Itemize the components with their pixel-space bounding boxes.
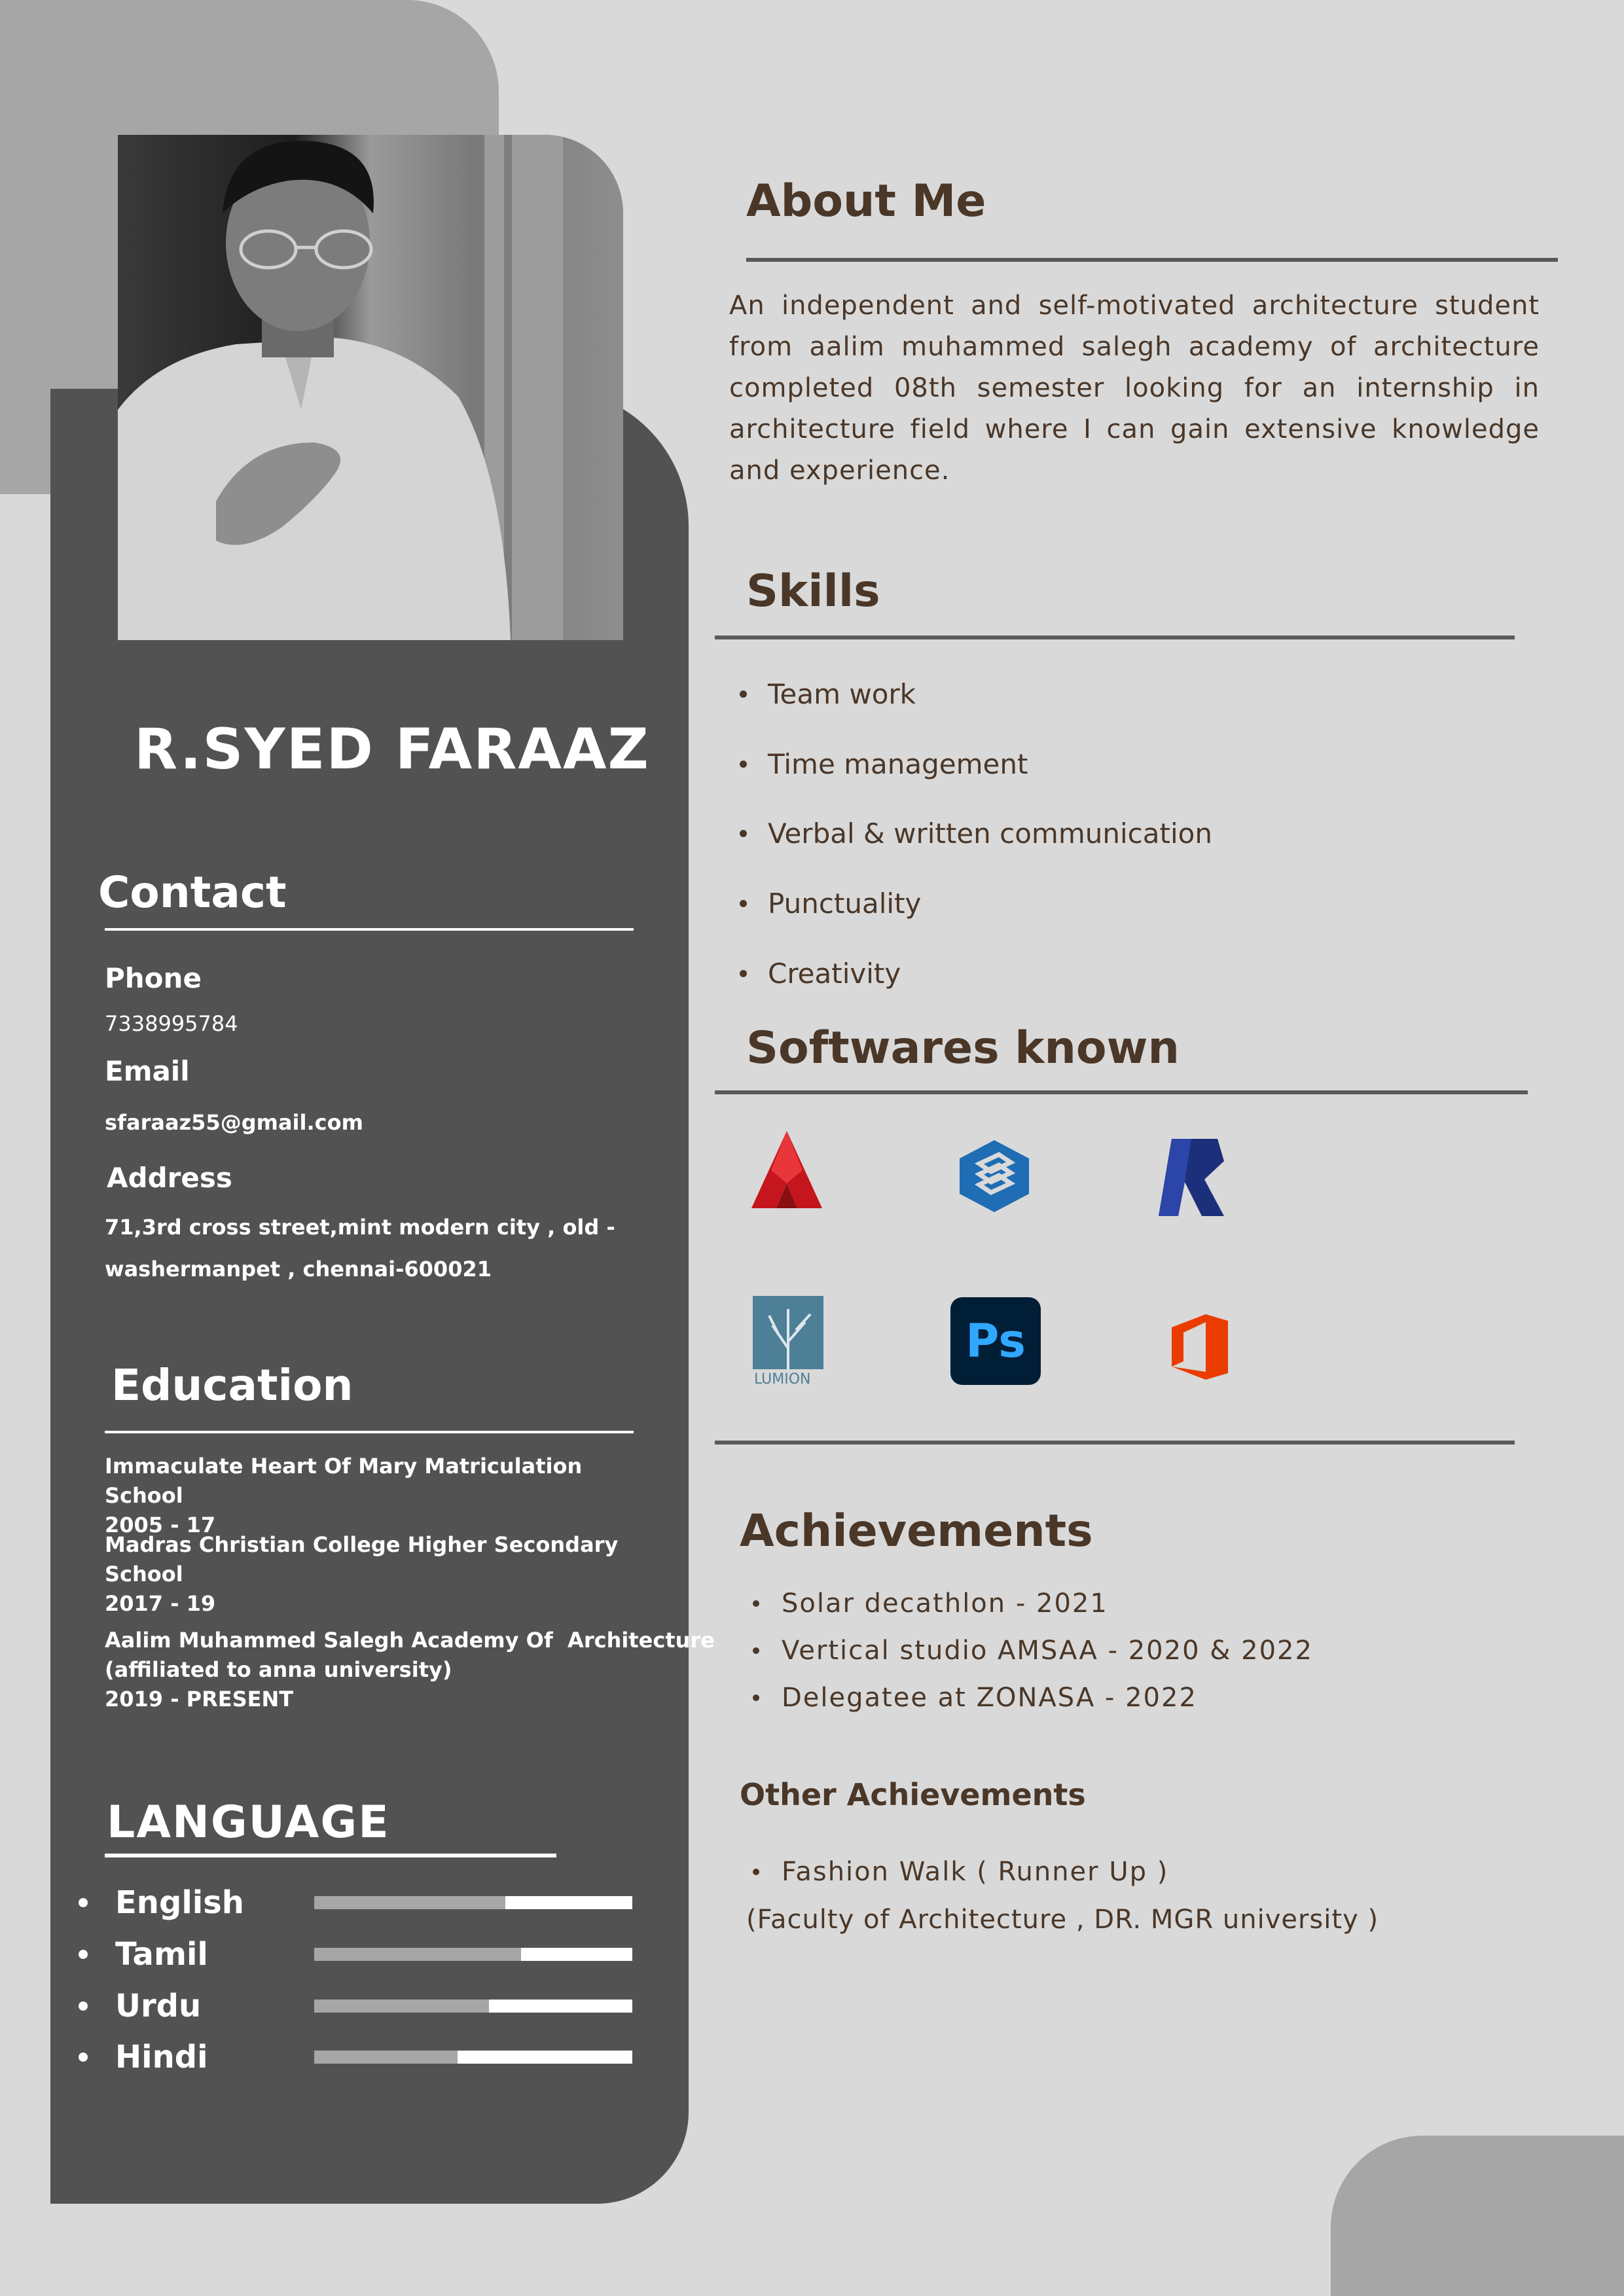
language-level-fill bbox=[314, 2051, 458, 2064]
profile-photo-illustration bbox=[118, 135, 623, 640]
about-heading: About Me bbox=[746, 175, 986, 227]
lumion-icon bbox=[753, 1296, 823, 1388]
bullet-dot bbox=[753, 1695, 759, 1701]
contact-heading: Contact bbox=[98, 867, 287, 918]
language-level-bar bbox=[314, 1896, 632, 1909]
photoshop-icon bbox=[950, 1297, 1041, 1385]
language-level-bar bbox=[314, 2000, 632, 2013]
other-achievements-heading: Other Achievements bbox=[740, 1777, 1086, 1812]
language-name: Hindi bbox=[115, 2039, 208, 2075]
skill-item bbox=[740, 954, 1212, 993]
other-achievement-label: Fashion Walk ( Runner Up ) bbox=[782, 1857, 1169, 1887]
bullet-dot bbox=[740, 900, 747, 907]
language-row bbox=[79, 1983, 635, 2029]
skill-item bbox=[740, 674, 1212, 713]
education-years: 2005 - 17 bbox=[105, 1513, 216, 1537]
software-bottom-divider bbox=[715, 1441, 1515, 1444]
achievement-item bbox=[753, 1632, 1313, 1669]
achievements-list bbox=[753, 1585, 1313, 1716]
skill-label: Team work bbox=[768, 677, 916, 710]
achievements-heading: Achievements bbox=[740, 1505, 1093, 1557]
language-row bbox=[79, 1880, 635, 1926]
language-level-bar bbox=[314, 2051, 632, 2064]
language-level-fill bbox=[314, 1896, 505, 1909]
achievement-label: Vertical studio AMSAA - 2020 & 2022 bbox=[782, 1636, 1313, 1666]
sketchup-icon bbox=[960, 1140, 1029, 1212]
bullet-dot bbox=[740, 761, 747, 768]
language-row bbox=[79, 2034, 635, 2080]
education-item-3 bbox=[105, 1626, 715, 1714]
autocad-icon bbox=[751, 1131, 822, 1208]
candidate-name: R.SYED FARAAZ bbox=[134, 717, 650, 782]
language-name: Tamil bbox=[115, 1936, 208, 1973]
skills-divider bbox=[715, 636, 1515, 639]
language-divider bbox=[105, 1854, 556, 1857]
decorative-shape-bottom-right bbox=[1331, 2136, 1624, 2296]
skill-item bbox=[740, 884, 1212, 923]
software-divider bbox=[715, 1090, 1528, 1094]
skill-item bbox=[740, 814, 1212, 853]
profile-photo bbox=[118, 135, 623, 640]
phone-value[interactable]: 7338995784 bbox=[105, 1011, 238, 1036]
language-heading: LANGUAGE bbox=[107, 1797, 390, 1848]
phone-label: Phone bbox=[105, 962, 202, 994]
education-years: 2019 - PRESENT bbox=[105, 1687, 294, 1712]
email-label: Email bbox=[105, 1055, 190, 1087]
about-divider bbox=[746, 258, 1558, 262]
language-name: Urdu bbox=[115, 1988, 202, 2024]
contact-divider bbox=[105, 928, 634, 931]
language-level-bar bbox=[314, 1948, 632, 1961]
language-level-fill bbox=[314, 2000, 489, 2013]
bullet-dot bbox=[740, 830, 747, 837]
lumion-label: LUMION bbox=[754, 1371, 811, 1388]
education-school: Aalim Muhammed Salegh Academy Of Architecture bbox=[105, 1628, 715, 1653]
language-level-fill bbox=[314, 1948, 521, 1961]
skills-heading: Skills bbox=[746, 565, 880, 617]
achievement-item bbox=[753, 1585, 1313, 1622]
bullet-dot bbox=[740, 691, 747, 698]
language-name: English bbox=[115, 1884, 244, 1921]
education-item-1 bbox=[105, 1452, 668, 1540]
other-achievements-note: (Faculty of Architecture , DR. MGR university ) bbox=[746, 1905, 1379, 1935]
education-school: Immaculate Heart Of Mary Matriculation School bbox=[105, 1454, 583, 1508]
office-icon bbox=[1172, 1314, 1228, 1380]
achievement-item bbox=[753, 1679, 1313, 1716]
skills-list bbox=[740, 674, 1212, 993]
skill-label: Punctuality bbox=[768, 887, 922, 920]
email-value[interactable]: sfaraaz55@gmail.com bbox=[105, 1110, 363, 1135]
about-text: An independent and self-motivated architecture student from aalim muhammed salegh academy of architecture completed 08th semester looking for an internship in architecture field where I can gain extensive knowledge and experience. bbox=[729, 291, 1540, 486]
skill-item bbox=[740, 744, 1212, 783]
skill-label: Creativity bbox=[768, 957, 901, 990]
bullet-dot bbox=[79, 1898, 88, 1907]
bullet-dot bbox=[79, 2001, 88, 2011]
address-label: Address bbox=[107, 1162, 232, 1194]
photoshop-label: Ps bbox=[965, 1314, 1026, 1368]
bullet-dot bbox=[753, 1600, 759, 1607]
education-divider bbox=[105, 1431, 634, 1433]
revit-icon bbox=[1159, 1139, 1224, 1216]
language-row bbox=[79, 1931, 635, 1977]
achievement-label: Delegatee at ZONASA - 2022 bbox=[782, 1683, 1197, 1713]
education-years: 2017 - 19 bbox=[105, 1591, 216, 1616]
bullet-dot bbox=[753, 1647, 759, 1654]
achievement-label: Solar decathlon - 2021 bbox=[782, 1588, 1108, 1619]
bullet-dot bbox=[753, 1869, 759, 1875]
bullet-dot bbox=[79, 2053, 88, 2062]
education-item-2 bbox=[105, 1530, 668, 1619]
bullet-dot bbox=[740, 970, 747, 977]
other-achievement-item bbox=[753, 1854, 1168, 1890]
address-line-1: 71,3rd cross street,mint modern city , old - bbox=[105, 1215, 615, 1240]
bullet-dot bbox=[79, 1950, 88, 1959]
software-heading: Softwares known bbox=[746, 1022, 1180, 1074]
education-heading: Education bbox=[111, 1360, 353, 1410]
other-achievements-list bbox=[753, 1854, 1168, 1890]
skill-label: Verbal & written communication bbox=[768, 817, 1212, 850]
address-line-2: washermanpet , chennai-600021 bbox=[105, 1257, 492, 1282]
education-school: Madras Christian College Higher Secondary School bbox=[105, 1532, 619, 1587]
education-note: (affiliated to anna university) bbox=[105, 1657, 452, 1682]
skill-label: Time management bbox=[768, 747, 1028, 780]
